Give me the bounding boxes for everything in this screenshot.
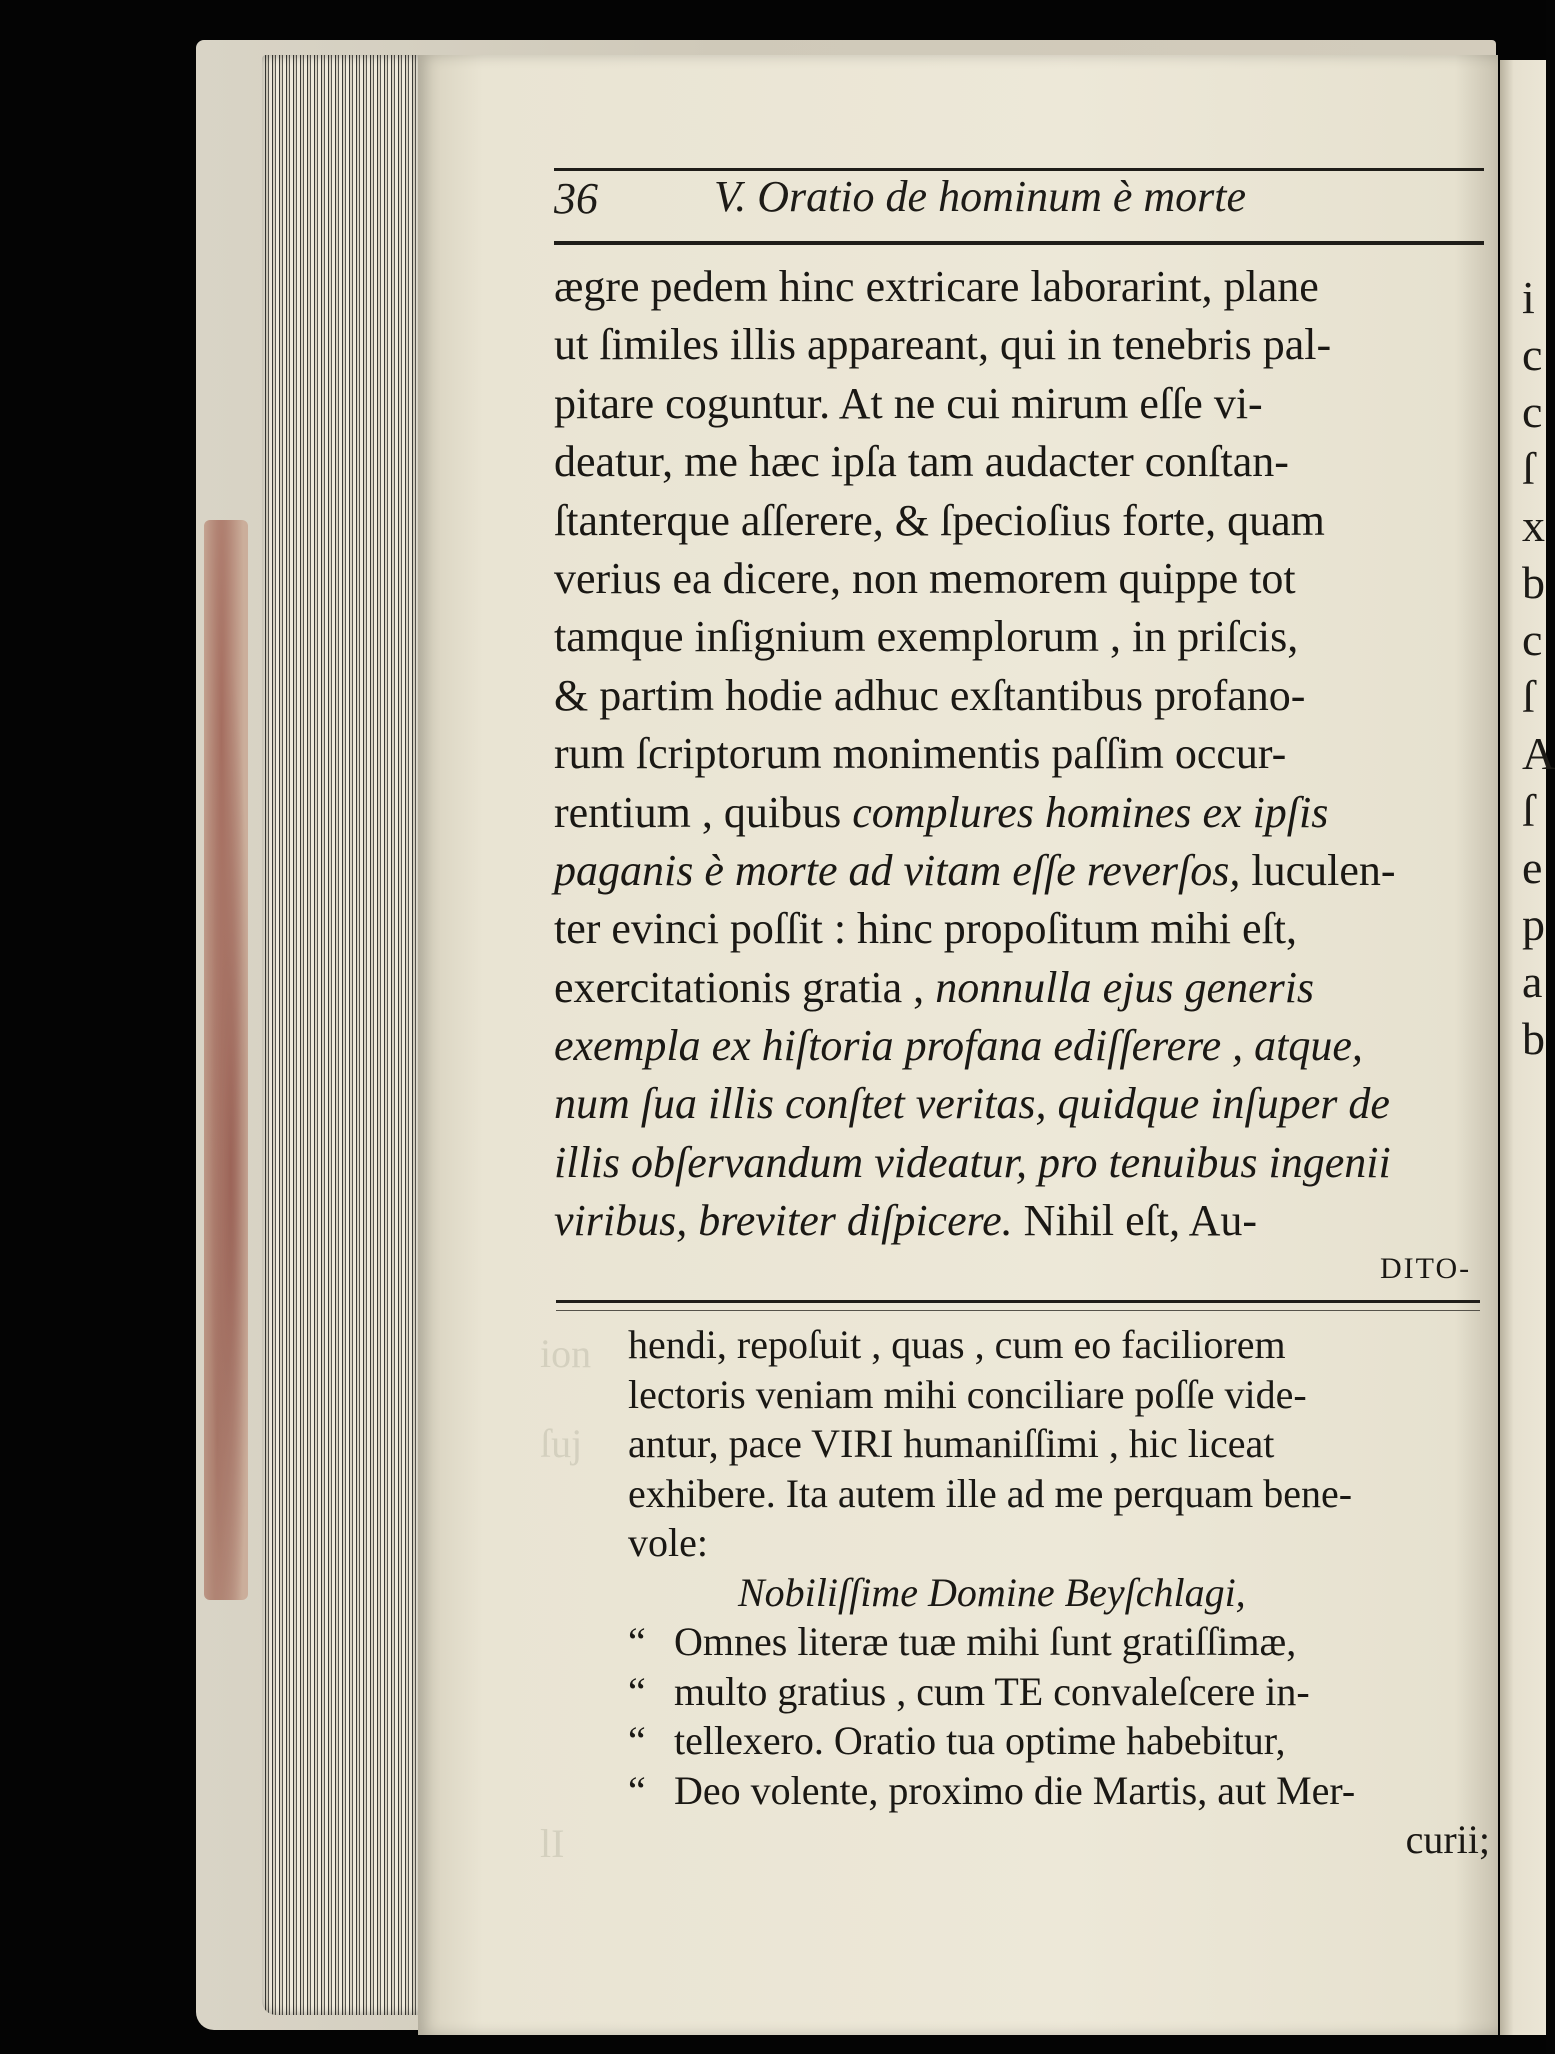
footnote-text: lectoris veniam mihi conciliare poſſe vide- <box>628 1371 1307 1417</box>
page-edge-block <box>262 55 420 2015</box>
text-line <box>554 375 1490 433</box>
text-segment: ſtanterque aſſerere, & ſpecioſius forte, quam <box>554 495 1325 545</box>
footnote-rule <box>556 1300 1480 1303</box>
text-segment: ter evinci poſſit : hinc propoſitum mihi eſt, <box>554 904 1297 954</box>
marbled-cover-edge <box>204 520 248 1600</box>
text-segment: rum ſcriptorum monimentis paſſim occur- <box>554 729 1287 779</box>
facing-page-edge <box>1500 60 1555 2035</box>
text-segment: Nihil eſt, Au- <box>1012 1196 1258 1246</box>
footnote-text: multo gratius , cum TE convaleſcere in- <box>674 1668 1310 1714</box>
footnote-text: tellexero. Oratio tua optime habebitur, <box>674 1718 1286 1763</box>
text-line <box>554 1075 1490 1133</box>
bleed-through-mark: ion <box>540 1331 592 1376</box>
text-segment: ægre pedem hinc extricare laborarint, plane <box>554 262 1319 311</box>
text-segment: pitare coguntur. At ne cui mirum eſſe vi- <box>554 378 1263 428</box>
text-segment: tamque inſignium exemplorum , in priſcis, <box>554 612 1299 662</box>
facing-page-glyph: ſ <box>1522 443 1535 494</box>
facing-page-glyph: p <box>1522 899 1545 950</box>
italic-text-segment: num ſua illis conſtet veritas, quidque inſuper de <box>554 1079 1390 1129</box>
main-text-block <box>554 258 1490 1251</box>
facing-page-glyph: A <box>1522 728 1555 779</box>
text-line <box>554 900 1490 958</box>
footnote-text: Nobiliſſime Domine Beyſchlagi, <box>738 1569 1246 1615</box>
text-segment: ut ſimiles illis appareant, qui in tenebris pal- <box>554 320 1332 370</box>
text-line <box>554 842 1490 900</box>
footnote-line <box>628 1320 1490 1370</box>
footnote-text: hendi, repoſuit , quas , cum eo faciliorem <box>628 1322 1286 1367</box>
text-line <box>554 784 1490 842</box>
facing-page-glyph: i <box>1522 272 1535 323</box>
bleed-through-mark: ſuj <box>540 1421 583 1466</box>
quoted-letter-line <box>628 1617 1490 1667</box>
text-line <box>554 725 1490 783</box>
quote-mark: “ <box>628 1619 646 1664</box>
footnote-text: curii; <box>1405 1817 1490 1862</box>
footnote-text: vole: <box>628 1520 708 1565</box>
page-number: 36 <box>554 174 598 223</box>
running-head-title: V. Oratio de hominum è morte <box>714 172 1247 221</box>
quoted-letter-line <box>628 1766 1490 1816</box>
italic-text-segment: complures homines ex ipſis <box>852 787 1329 837</box>
facing-page-glyph: a <box>1522 956 1543 1007</box>
italic-text-segment: viribus, breviter diſpicere. <box>554 1196 1013 1246</box>
text-line <box>554 492 1490 550</box>
text-line <box>554 258 1490 316</box>
italic-text-segment: nonnulla ejus generis <box>935 962 1315 1012</box>
facing-page-glyph: x <box>1522 500 1545 551</box>
facing-page-glyph: b <box>1522 557 1545 608</box>
footnote-line <box>628 1815 1490 1865</box>
quoted-letter-line <box>628 1716 1490 1766</box>
quoted-letter-line <box>628 1667 1490 1717</box>
facing-page-glyph: b <box>1522 1013 1545 1064</box>
text-line <box>554 316 1490 374</box>
text-segment: & partim hodie adhuc exſtantibus profano- <box>554 670 1306 720</box>
letter-salutation <box>628 1568 1490 1618</box>
footnote-line <box>628 1469 1490 1519</box>
quote-mark: “ <box>628 1767 646 1813</box>
italic-text-segment: exempla ex hiſtoria profana ediſſerere , atque, <box>554 1021 1363 1071</box>
text-line <box>554 550 1490 608</box>
footnote-text: Omnes literæ tuæ mihi ſunt gratiſſimæ, <box>674 1619 1297 1664</box>
footnote-line <box>628 1419 1490 1469</box>
footnote-text: exhibere. Ita autem ille ad me perquam bene- <box>628 1470 1353 1516</box>
italic-text-segment: illis obſervandum videatur, pro tenuibus ingenii <box>554 1137 1391 1187</box>
text-segment: luculen- <box>1251 845 1396 895</box>
text-line <box>554 959 1490 1017</box>
text-segment: rentium , quibus <box>554 787 853 837</box>
facing-page-glyph: c <box>1522 386 1543 437</box>
facing-page-glyph: c <box>1522 614 1543 665</box>
text-line <box>554 433 1490 491</box>
text-segment: deatur, me hæc ipſa tam audacter conſtan- <box>554 437 1289 487</box>
italic-text-segment: paganis è morte ad vitam eſſe reverſos, <box>554 845 1252 895</box>
catchword: DITO- <box>1380 1252 1472 1285</box>
text-line <box>554 667 1490 725</box>
footnote-block <box>628 1320 1490 1865</box>
footnote-rule-thin <box>556 1310 1480 1311</box>
text-line <box>554 1192 1490 1250</box>
facing-page-glyph: ſ <box>1522 671 1535 722</box>
footnote-line <box>628 1370 1490 1420</box>
text-line <box>554 1134 1490 1192</box>
facing-page-glyph: e <box>1522 842 1543 893</box>
facing-page-glyph: c <box>1522 329 1543 380</box>
footnote-text: Deo volente, proximo die Martis, aut Mer- <box>674 1767 1356 1813</box>
quote-mark: “ <box>628 1718 646 1763</box>
footnote-line <box>628 1518 1490 1568</box>
bleed-through-mark: lI <box>540 1821 565 1866</box>
running-head <box>554 168 1484 245</box>
facing-page-glyph: ſ <box>1522 785 1535 836</box>
quote-mark: “ <box>628 1668 646 1714</box>
text-line <box>554 1017 1490 1075</box>
text-segment: exercitationis gratia , <box>554 962 936 1012</box>
footnote-text: antur, pace VIRI humaniſſimi , hic liceat <box>628 1421 1275 1466</box>
text-segment: verius ea dicere, non memorem quippe tot <box>554 553 1296 603</box>
text-line <box>554 608 1490 666</box>
